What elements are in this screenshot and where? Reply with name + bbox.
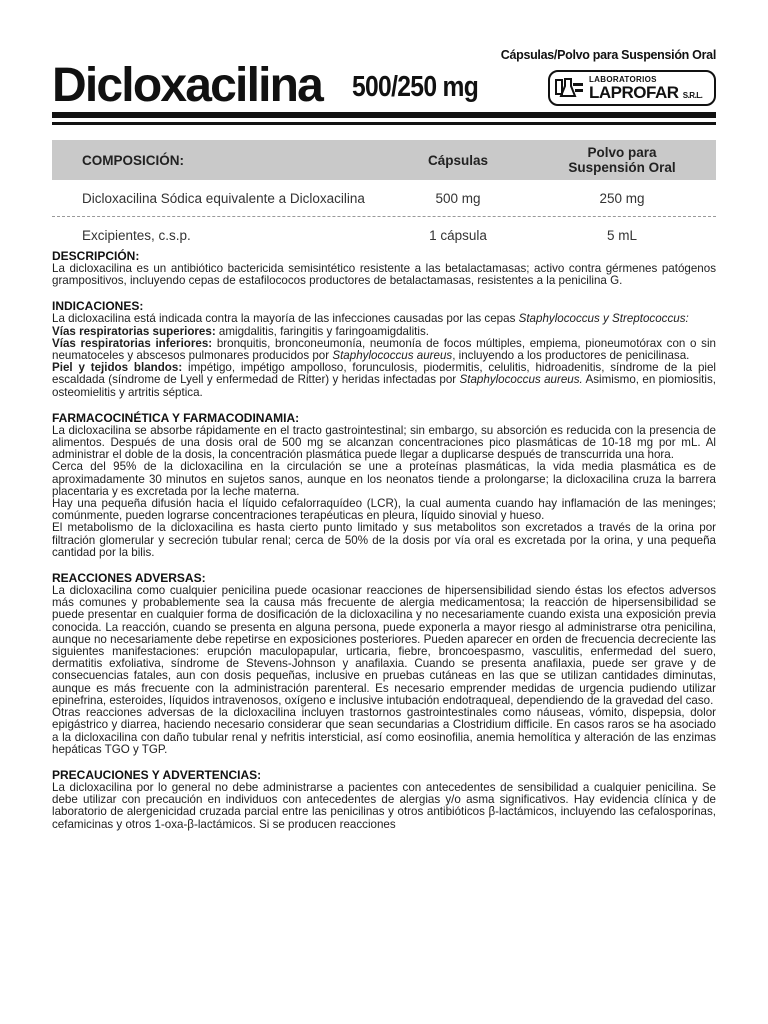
section-text: Piel y tejidos blandos: impétigo, impétigo ampolloso, forunculosis, piodermitis, celulitis, hidroadenitis, síndrome de la piel escaldada (síndrome de Lyell y enfermedad de Ritter) y heridas infectadas por Staphylococcus aureus. Asimismo, en piomiositis, osteomielitis y artritis séptica. — [52, 361, 717, 399]
logo-line1: LABORATORIOS — [589, 74, 657, 84]
ingredient-cell: Excipientes, c.s.p. — [82, 227, 191, 243]
composition-row — [52, 217, 716, 253]
lab-flask-icon — [555, 77, 585, 99]
section-title: REACCIONES ADVERSAS: — [52, 571, 206, 586]
section-text: La dicloxacilina por lo general no debe administrarse a pacientes con antecedentes de sensibilidad a cualquier penicilina. Se debe utilizar con precaución en individuos con antecedentes de alergias y/o asma significativos. Hay evidencia clínica y de laboratorio de alergenicidad cruzada parcial entre las penicilinas y otros antibióticos β-lactámicos, incluyendo las cefalosporinas, cefamicinas y otros 1-oxa-β-lactámicos. Si se producen reacciones — [52, 780, 716, 831]
header-rule-thin — [52, 122, 716, 125]
composition-table — [52, 140, 716, 253]
header-rule-thick — [52, 112, 716, 118]
powder-amount-cell: 5 mL — [606, 227, 637, 243]
drug-name-title: Dicloxacilina — [52, 59, 323, 112]
section-text: La dicloxacilina es un antibiótico bactericida semisintético resistente a las betalactamasas; activo contra gérmenes patógenos grampositivos, incluyendo cepas de estafilococos productores de betalactamasas, resistentes a la penicilina G. — [52, 262, 716, 288]
section-descripcion — [52, 250, 716, 287]
logo-line2: LAPROFAR — [589, 82, 679, 102]
section-title: PRECAUCIONES Y ADVERTENCIAS: — [52, 767, 262, 782]
section-text: La dicloxacilina como cualquier penicilina puede ocasionar reacciones de hipersensibilidad siendo éstas los efectos adversos más comunes y probablemente sea la causa más frecuente de alergia medicamentosa; la reacción de hipersensibilidad se puede presentar en cualquier forma de dosificación de la dicloxacilina y no necesariamente cuando exista una exposición previa conocida. La reacción, cuando se presenta en alguna persona, puede exponerla a mayor riesgo al administrarse otra penicilina, aunque no necesariamente debe repetirse en exposiciones posteriores. Pueden aparecer en orden de frecuencia decreciente las siguientes manifestaciones: erupción maculopapular, urticaria, fiebre, broncoespasmo, vasculitis, enfermedad del suero, dermatitis exfoliativa, síndrome de Stevens-Johnson y anafilaxia. Cuando se presenta anafilaxia, puede ser grave y de consecuencias fatales, aun con dosis pequeñas, inclusive en pruebas cutáneas en las que se utilizan cantidades diminutas, aunque es más frecuente con la administración parenteral. Es necesario emprender medidas de urgencia pudiendo utilizar epinefrina, esteroides, líquidos intravenosos, oxígeno e inclusive intubación endotraqueal, dependiendo de la gravedad del caso. — [52, 584, 716, 707]
section-text: Hay una pequeña difusión hacia el líquido cefalorraquídeo (LCR), la cual aumenta cuando hay inflamación de las meninges; comúnmente, pueden lograrse concentraciones terapéuticas en pleura, líquido sinovial y hueso. — [52, 497, 716, 523]
section-text: La dicloxacilina se absorbe rápidamente en el tracto gastrointestinal; sin embargo, su absorción es reducida con la presencia de alimentos. Después de una dosis oral de 500 mg se alcanzan concentraciones pico plasmáticas de 10-18 mg por mL. Al administrar el doble de la dosis, la concentración plasmática puede llegar a duplicarse después de transcurrida una hora. — [52, 423, 716, 462]
section-text: La dicloxacilina está indicada contra la mayoría de las infecciones causadas por las cepas Staphylococcus y Streptococcus: — [52, 312, 689, 326]
section-farmacocinetica — [52, 412, 716, 559]
section-indicaciones — [52, 300, 716, 398]
section-precauciones — [52, 769, 716, 831]
dose-strength: 500/250 mg — [352, 71, 479, 103]
section-title: DESCRIPCIÓN: — [52, 249, 140, 263]
composition-row — [52, 180, 716, 217]
section-text: El metabolismo de la dicloxacilina es hasta cierto punto limitado y sus metabolitos son excretados a través de la orina por filtración glomerular y secreción tubular renal; cerca de 50% de la dosis por vía oral es excretada por la orina, y una pequeña cantidad por la bilis. — [52, 521, 716, 559]
powder-header: Polvo para Suspensión Oral — [568, 145, 676, 175]
section-title: INDICACIONES: — [52, 299, 144, 314]
product-form-subtitle: Cápsulas/Polvo para Suspensión Oral — [500, 48, 716, 62]
section-reacciones — [52, 572, 716, 756]
section-text: Vías respiratorias inferiores: bronquitis, bronconeumonía, neumonía de focos múltiples, empiema, pioneumotórax con o sin neumatoceles y abscesos pulmonares producidos por Staphylococcus aureus, incluyendo a los productores de penicilinasa. — [52, 336, 716, 363]
section-text: Otras reacciones adversas de la dicloxacilina incluyen trastornos gastrointestinales como náuseas, vómito, dispepsia, dolor epigástrico y diarrea, haciendo necesario considerar que sean secundarias a Clostridium difficile. En casos raros se ha asociado a la dicloxacilina con daño tubular renal y nefritis intersticial, así como eosinofilia, anemia hemolítica y alteración de las enzimas hepáticas TGO y TGP. — [52, 706, 716, 756]
capsule-amount-cell: 1 cápsula — [429, 227, 487, 243]
logo-suffix: S.R.L. — [682, 90, 703, 100]
capsules-header: Cápsulas — [427, 152, 489, 168]
ingredient-cell: Dicloxacilina Sódica equivalente a Dicloxacilina — [82, 190, 365, 206]
composition-header-row — [52, 140, 716, 180]
powder-amount-cell: 250 mg — [599, 190, 645, 206]
leaflet-body — [52, 250, 716, 844]
composition-header-label: COMPOSICIÓN: — [82, 152, 185, 168]
section-text: Cerca del 95% de la dicloxacilina en la circulación se une a proteínas plasmáticas, la vida media plasmática es de aproximadamente 30 minutos en sujetos sanos, aunque en los neonatos tiende a prolongarse; la dicloxacilina cruza la barrera placentaria y es excretada por la leche materna. — [52, 460, 716, 498]
capsule-amount-cell: 500 mg — [435, 190, 481, 206]
section-text: Vías respiratorias superiores: amigdalitis, faringitis y faringoamigdalitis. — [52, 324, 429, 338]
section-title: FARMACOCINÉTICA Y FARMACODINAMIA: — [52, 410, 300, 425]
laprofar-logo — [548, 70, 716, 106]
